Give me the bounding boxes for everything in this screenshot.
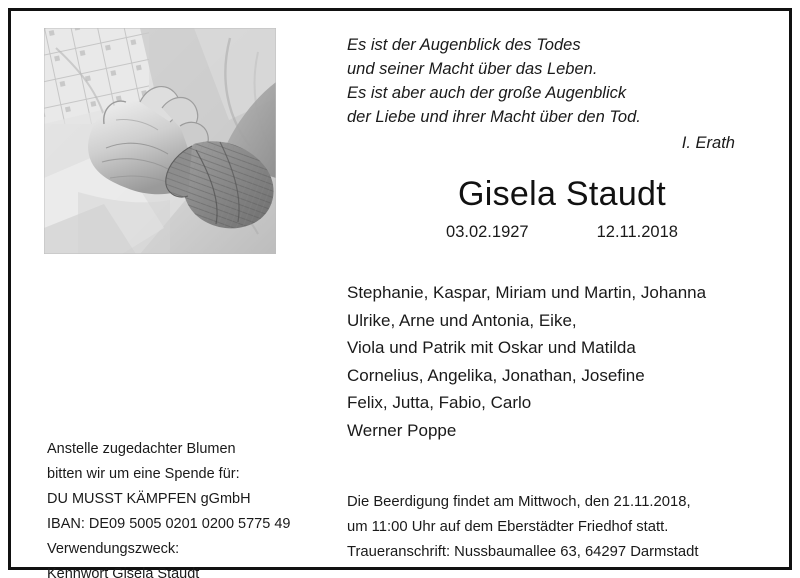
funeral-line: Die Beerdigung findet am Mittwoch, den 21.11.2018, — [347, 494, 691, 510]
deceased-name: Gisela Staudt — [457, 175, 667, 213]
mourning-address: Traueranschrift: Nussbaumallee 63, 64297 Darmstadt — [347, 544, 699, 560]
survivors-line: Stephanie, Kaspar, Miriam und Martin, Johanna — [347, 283, 707, 302]
poem-block — [347, 33, 767, 155]
survivors-line: Werner Poppe — [347, 420, 457, 440]
donation-line: Anstelle zugedachter Blumen — [47, 441, 236, 457]
funeral-line: um 11:00 Uhr auf dem Eberstädter Friedhof statt. — [347, 519, 669, 535]
birth-date: 03.02.1927 — [446, 223, 529, 241]
survivors-line: Cornelius, Angelika, Jonathan, Josefine — [347, 365, 645, 385]
donation-block — [47, 437, 337, 578]
survivors-line: Viola und Patrik mit Oskar und Matilda — [347, 338, 636, 357]
poem-attribution: I. Erath — [681, 134, 735, 152]
survivors-block — [347, 279, 787, 444]
donation-line: bitten wir um eine Spende für: — [47, 466, 240, 482]
donation-organization: DU MUSST KÄMPFEN gGmbH — [47, 491, 251, 507]
poem-line: der Liebe und ihrer Macht über den Tod. — [347, 108, 641, 126]
life-dates — [347, 223, 777, 242]
poem-line: Es ist der Augenblick des Todes — [347, 36, 581, 54]
donation-iban: IBAN: DE09 5005 0201 0200 5775 49 — [47, 516, 291, 532]
obituary-frame — [8, 8, 792, 578]
poem-line: Es ist aber auch der große Augenblick — [347, 84, 627, 102]
funeral-details-block — [347, 490, 787, 565]
photo-graphic — [44, 28, 276, 254]
donation-line: Verwendungszweck: — [47, 541, 180, 557]
survivors-line: Ulrike, Arne und Antonia, Eike, — [347, 310, 577, 330]
death-date: 12.11.2018 — [596, 223, 678, 241]
survivors-line: Felix, Jutta, Fabio, Carlo — [347, 393, 532, 412]
donation-reference: Kennwort Gisela Staudt — [47, 566, 200, 578]
elderly-hands-photo — [44, 28, 276, 254]
poem-line: und seiner Macht über das Leben. — [347, 60, 598, 78]
